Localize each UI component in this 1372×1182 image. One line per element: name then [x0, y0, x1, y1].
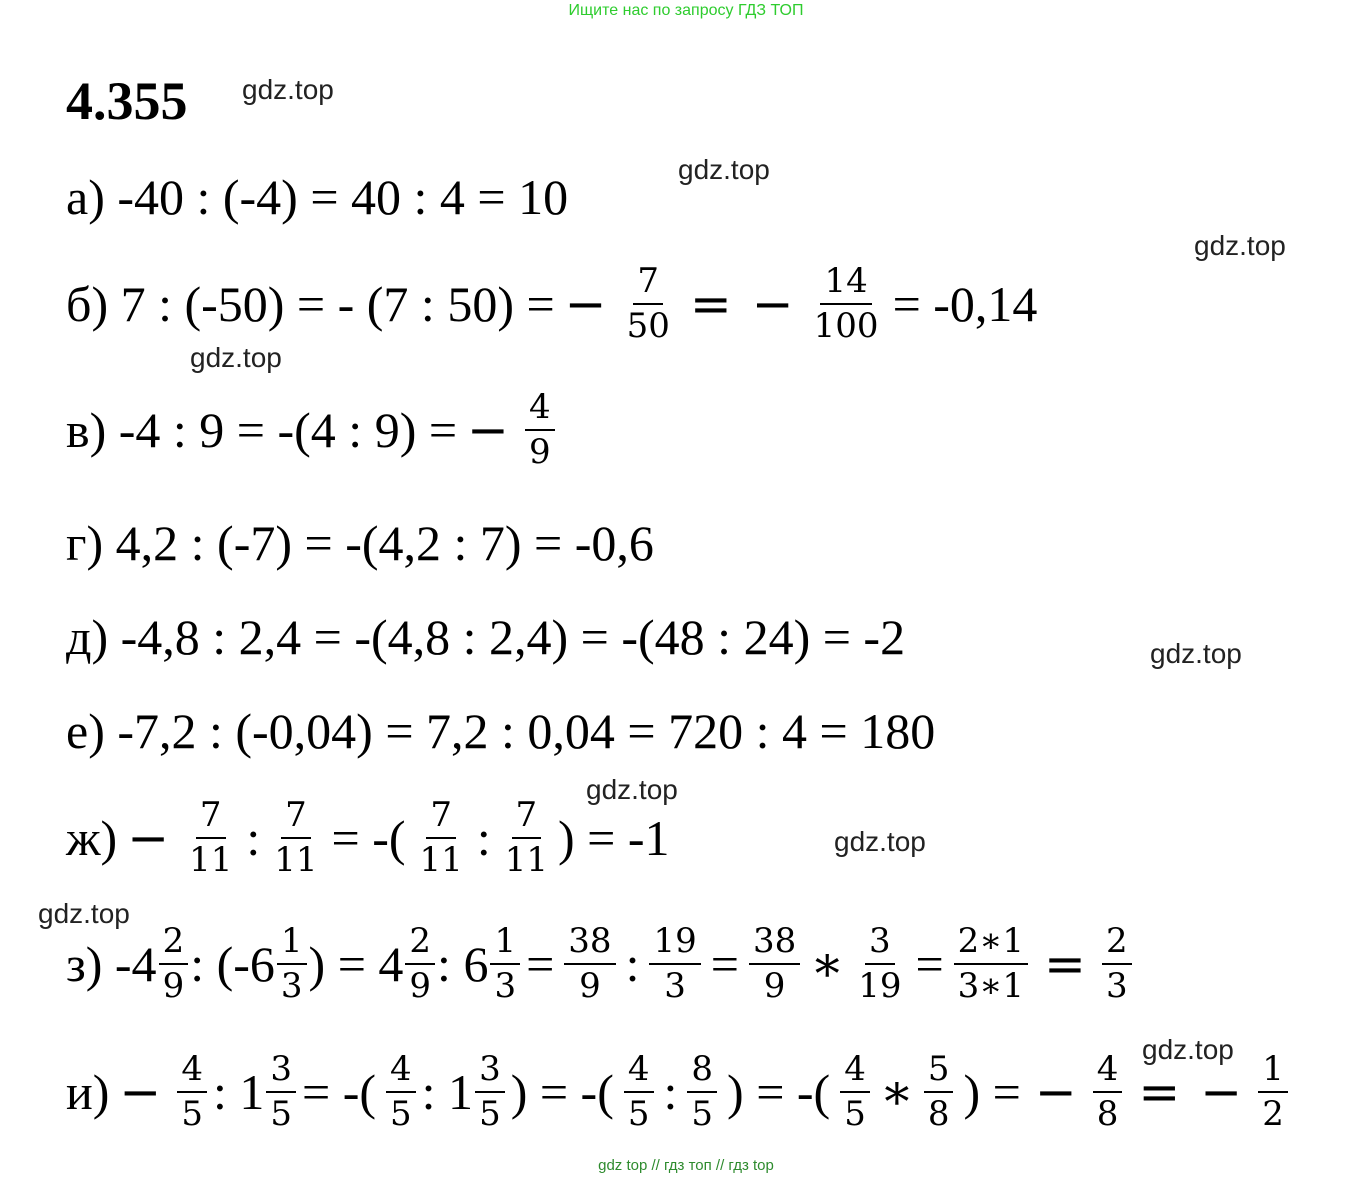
fraction — [386, 1050, 416, 1134]
equation-text: е) -7,2 : (-0,04) = 7,2 : 0,04 = 720 : 4 = 180 — [66, 703, 936, 759]
fraction — [854, 922, 905, 1006]
numerator: 2 — [405, 922, 435, 965]
minus-sign: − — [127, 809, 170, 868]
solution-line-b — [66, 262, 1041, 346]
equation-text: ж) — [66, 810, 118, 867]
denominator: 11 — [504, 840, 548, 881]
denominator: 3 — [494, 966, 517, 1007]
numerator: 4 — [525, 388, 555, 431]
numerator: 2 — [1102, 922, 1132, 965]
fraction — [525, 388, 555, 472]
numerator: 7 — [281, 796, 311, 839]
denominator: 5 — [390, 1094, 412, 1135]
equation-text: ) = 4 — [308, 936, 404, 993]
mixed-number — [190, 922, 308, 1006]
exercise-number: 4.355 — [66, 71, 188, 131]
numerator: 7 — [633, 262, 663, 305]
numerator: 7 — [196, 796, 226, 839]
denominator: 3 — [280, 966, 303, 1007]
fraction — [624, 1050, 654, 1134]
equation-text: = -0,14 — [892, 276, 1038, 333]
equation-text: а) -40 : (-4) = 40 : 4 = 10 — [66, 169, 569, 225]
equals-sign: = — [1044, 935, 1086, 994]
fraction — [840, 1050, 870, 1134]
fraction — [564, 922, 615, 1006]
denominator: 9 — [763, 966, 786, 1007]
denominator: 5 — [181, 1094, 203, 1135]
multiply-sign: ∗ — [810, 936, 845, 993]
equation-text: = -( — [302, 1064, 377, 1121]
numerator: 2 — [159, 922, 189, 965]
numerator: 2∗1 — [954, 922, 1028, 965]
denominator: 11 — [274, 840, 318, 881]
numerator: 38 — [564, 922, 615, 965]
numerator: 4 — [1093, 1050, 1123, 1093]
watermark: gdz.top — [586, 774, 678, 805]
denominator: 5 — [691, 1094, 714, 1135]
solution-line-zh — [66, 796, 669, 880]
equation-text: : 1 — [212, 1064, 265, 1121]
search-banner: Ищите нас по запросу ГДЗ ТОП — [568, 2, 804, 19]
denominator: 5 — [627, 1094, 650, 1135]
fraction — [405, 922, 435, 1006]
numerator: 19 — [649, 922, 700, 965]
denominator: 11 — [419, 840, 463, 881]
mixed-number — [213, 1050, 298, 1134]
mixed-number — [309, 922, 438, 1006]
watermark: gdz.top — [1194, 230, 1286, 261]
solution-line-a — [66, 169, 569, 225]
watermark: gdz.top — [190, 342, 282, 373]
denominator: 8 — [1096, 1094, 1119, 1135]
solution-line-e — [66, 703, 936, 759]
mixed-number — [66, 922, 190, 1006]
equals-sign: = — [915, 936, 944, 993]
fraction — [1093, 1050, 1123, 1134]
equation-text: з) -4 — [66, 936, 157, 993]
equals-sign: = — [689, 275, 732, 334]
minus-sign: − — [751, 275, 794, 334]
equation-text: : (-6 — [190, 936, 275, 993]
numerator: 1 — [490, 922, 520, 965]
equals-sign: = — [710, 936, 739, 993]
minus-sign: − — [467, 401, 509, 460]
fraction — [266, 1050, 296, 1134]
solution-line-v — [66, 388, 561, 472]
fraction — [501, 796, 552, 880]
equals-sign: = — [1138, 1063, 1181, 1122]
watermark: gdz.top — [1150, 638, 1242, 669]
fraction — [649, 922, 700, 1006]
fraction — [687, 1050, 717, 1134]
fraction — [490, 922, 520, 1006]
equation-text: б) 7 : (-50) = - (7 : 50) = — [66, 276, 555, 333]
equation-text: ) = -1 — [557, 810, 670, 867]
numerator: 1 — [1258, 1050, 1288, 1093]
minus-sign: − — [1034, 1063, 1077, 1122]
solution-line-z — [66, 922, 1138, 1006]
numerator: 5 — [924, 1050, 954, 1093]
fraction — [159, 922, 189, 1006]
fraction — [185, 796, 236, 880]
fraction — [623, 262, 674, 346]
minus-sign: − — [1200, 1063, 1243, 1122]
fraction — [810, 262, 883, 346]
solution-line-i — [66, 1050, 1294, 1134]
colon: : — [663, 1064, 678, 1121]
multiply-sign: ∗ — [879, 1064, 914, 1121]
denominator: 3 — [664, 966, 686, 1007]
fraction — [475, 1050, 505, 1134]
watermark: gdz.top — [834, 826, 926, 857]
denominator: 5 — [844, 1094, 866, 1135]
denominator: 50 — [626, 306, 670, 347]
numerator: 4 — [624, 1050, 654, 1093]
numerator: 4 — [177, 1050, 207, 1093]
numerator: 4 — [386, 1050, 416, 1093]
solution-line-d — [66, 609, 906, 665]
equation-text: д) -4,8 : 2,4 = -(4,8 : 2,4) = -(48 : 24) = -2 — [66, 609, 906, 665]
solution-line-g — [66, 515, 654, 571]
watermark: gdz.top — [242, 74, 334, 105]
denominator: 9 — [579, 966, 601, 1007]
minus-sign: − — [564, 275, 607, 334]
denominator: 9 — [409, 966, 432, 1007]
denominator: 3∗1 — [957, 966, 1025, 1007]
watermark: gdz.top — [38, 898, 130, 929]
equation-text: и) — [66, 1064, 110, 1121]
numerator: 8 — [687, 1050, 717, 1093]
watermark: gdz.top — [678, 154, 770, 185]
mixed-number — [422, 1050, 507, 1134]
denominator: 9 — [528, 432, 551, 473]
numerator: 4 — [840, 1050, 870, 1093]
equals-sign: = — [526, 936, 555, 993]
denominator: 2 — [1262, 1094, 1284, 1135]
watermark: gdz.top — [1142, 1034, 1234, 1065]
numerator: 3 — [475, 1050, 505, 1093]
fraction — [749, 922, 800, 1006]
denominator: 9 — [162, 966, 185, 1007]
equation-text: ) = -( — [727, 1064, 831, 1121]
equation-text: ) = -( — [510, 1064, 614, 1121]
equation-text: г) 4,2 : (-7) = -(4,2 : 7) = -0,6 — [66, 515, 654, 571]
numerator: 1 — [277, 922, 307, 965]
denominator: 11 — [189, 840, 233, 881]
fraction — [416, 796, 467, 880]
minus-sign: − — [119, 1063, 162, 1122]
numerator: 3 — [266, 1050, 296, 1093]
denominator: 100 — [813, 306, 879, 347]
mixed-number — [437, 922, 522, 1006]
equation-text: : 6 — [437, 936, 489, 993]
fraction — [177, 1050, 207, 1134]
footer-links: gdz top // гдз топ // гдз top — [598, 1157, 774, 1174]
denominator: 19 — [858, 966, 902, 1007]
fraction — [1258, 1050, 1288, 1134]
equation-text: = -( — [331, 810, 406, 867]
numerator: 7 — [426, 796, 456, 839]
numerator: 7 — [512, 796, 542, 839]
fraction — [1102, 922, 1132, 1006]
denominator: 5 — [270, 1094, 293, 1135]
fraction — [924, 1050, 954, 1134]
equation-text: в) -4 : 9 = -(4 : 9) = — [66, 402, 458, 459]
denominator: 3 — [1105, 966, 1128, 1007]
denominator: 8 — [927, 1094, 950, 1135]
numerator: 38 — [749, 922, 800, 965]
equation-text: : 1 — [421, 1064, 474, 1121]
colon: : — [625, 936, 640, 993]
fraction — [277, 922, 307, 1006]
colon: : — [476, 810, 491, 867]
denominator: 5 — [479, 1094, 501, 1135]
colon: : — [246, 810, 261, 867]
fraction — [270, 796, 321, 880]
numerator: 3 — [865, 922, 895, 965]
numerator: 14 — [820, 262, 871, 305]
equation-text: ) = — [963, 1064, 1021, 1121]
fraction — [954, 922, 1028, 1006]
